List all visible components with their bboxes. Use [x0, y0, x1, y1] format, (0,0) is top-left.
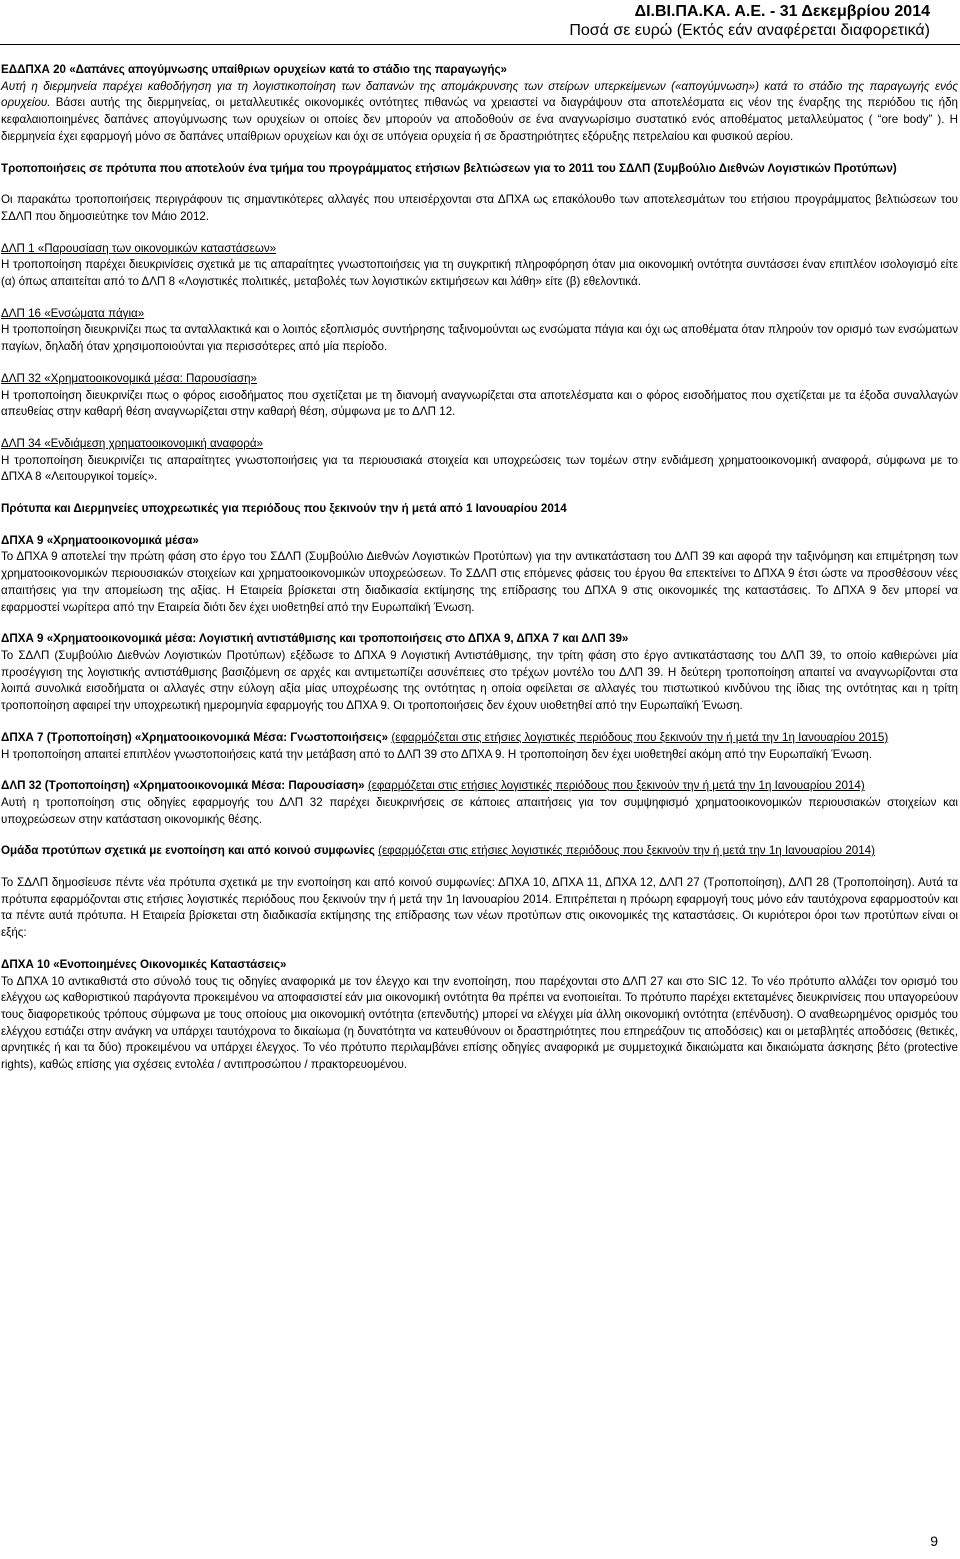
- section-body: Αυτή η τροποποίηση στις οδηγίες εφαρμογής του ΔΛΠ 32 παρέχει διευκρινήσεις σε κάποιες απαιτήσεις για τον συμψηφισμό χρηματοοικονομικών περιουσιακών στοιχείων και υποχρεώσεων στην κατάσταση οικονομικής θέσης.: [1, 795, 958, 826]
- section-title: ΔΠΧΑ 7 (Τροποποίηση) «Χρηματοοικονομικά Μέσα: Γνωστοποιήσεις»: [1, 730, 389, 744]
- section-title: Ομάδα προτύπων σχετικά με ενοποίηση και από κοινού συμφωνίες: [1, 844, 375, 858]
- section-body: Το ΣΔΛΠ (Συμβούλιο Διεθνών Λογιστικών Προτύπων) εξέδωσε το ΔΠΧΑ 9 Λογιστική Αντιστάθμισης, την τρίτη φάση στο έργο αντικατάστασης του ΔΛΠ 39, το οποίο καθιερώνει μία προσέγγιση της λογιστικής αντιστάθμισης βασιζόμενη σε αρχές και αντιμετωπίζει ασυνέπειες στο τρέχων μοντέλο του ΔΛΠ 39. Η δεύτερη τροποποίηση απαιτεί να αναγνωρίζονται στα λοιπά συνολικά εισοδήματα οι αλλαγές στην εύλογη αξία μίας υποχρέωσης της οντότητας η οποία οφείλεται σε αλλαγές του πιστωτικού κινδύνου της ίδιας της οντότητας και η τρίτη τροποποίηση αφαιρεί την υποχρεωτική ημερομηνία εφαρμογής του ΔΠΧΑ 9. Οι τροποποιήσεις δεν έχουν υιοθετηθεί από την Ευρωπαϊκή Ένωση.: [1, 648, 958, 713]
- section-applicability-note: (εφαρμόζεται στις ετήσιες λογιστικές περιόδους που ξεκινούν την ή μετά την 1η Ιανουαρίου 2015): [391, 730, 889, 744]
- section-body: Το ΣΔΛΠ δημοσίευσε πέντε νέα πρότυπα σχετικά με την ενοποίηση και από κοινού συμφωνίες: ΔΠΧΑ 10, ΔΠΧΑ 11, ΔΠΧΑ 12, ΔΛΠ 27 (Τροποποίηση), ΔΛΠ 28 (Τροποποίηση). Αυτά τα πρότυπα εφαρμόζονται στις ετήσιες λογιστικές περιόδους που ξεκινούν την ή μετά την 1η Ιανουαρίου 2014. Επιτρέπεται η πρόωρη εφαρμογή τους μόνο εάν ταυτόχρονα εφαρμοστούν και τα πέντε αυτά πρότυπα. Η Εταιρεία βρίσκεται στη διαδικασία εκτίμησης της επίδρασης των νέων προτύπων στις οικονομικές της καταστάσεις. Οι κυριότεροι όροι των προτύπων είναι οι εξής:: [1, 876, 958, 940]
- header-currency-note: Ποσά σε ευρώ (Εκτός εάν αναφέρεται διαφορετικά): [569, 22, 930, 39]
- section-title: ΕΔΔΠΧΑ 20 «Δαπάνες απογύμνωσης υπαίθριων ορυχείων κατά το στάδιο της παραγωγής»: [1, 63, 507, 76]
- section-title: ΔΛΠ 32 (Τροποποίηση) «Χρηματοοικονομικά Μέσα: Παρουσίαση»: [1, 779, 365, 793]
- section-title: ΔΠΧΑ 9 «Χρηματοοικονομικά μέσα: Λογιστική αντιστάθμισης και τροποποιήσεις στο ΔΠΧΑ 9, ΔΠΧΑ 7 και ΔΛΠ 39»: [1, 632, 629, 646]
- section-title: ΔΠΧΑ 9 «Χρηματοοικονομικά μέσα»: [1, 533, 199, 547]
- header-divider: [0, 44, 960, 45]
- section-body: Η τροποποίηση απαιτεί επιπλέον γνωστοποιήσεις κατά την μετάβαση από το ΔΛΠ 39 στο ΔΠΧΑ 9. Η τροποποίηση δεν έχει υιοθετηθεί ακόμη από την Ευρωπαϊκή Ένωση.: [1, 747, 872, 761]
- section-title: Πρότυπα και Διερμηνείες υποχρεωτικές για περιόδους που ξεκινούν την ή μετά από 1 Ιανουαρίου 2014: [1, 502, 567, 516]
- section-intro: Αυτή η διερμηνεία παρέχει καθοδήγηση για τη λογιστικοποίηση των δαπανών της απομάκρυνσης των στείρων υπερκείμενων («απογύμνωση») κατά το στάδιο της παραγωγής ενός ορυχείου.: [1, 79, 958, 110]
- section-title: ΔΠΧΑ 10 «Ενοποιημένες Οικονομικές Καταστάσεις»: [1, 957, 287, 971]
- section-heading: [1, 730, 958, 747]
- document-body: [0, 62, 960, 1074]
- section-ifric20: [1, 62, 958, 146]
- section-body: Βάσει αυτής της διερμηνείας, οι μεταλλευτικές οικονομικές οντότητες πιθανώς να χρειαστεί να διαγράψουν στα αποτελέσματα εις νέον της έναρξης της περιόδου τις ήδη κεφαλαιοποιημένες δαπάνες απογύμνωσης των ορυχείων οι οποίες δεν μπορούν να αποδοθούν σε ένα αναγνωρίσιμο συστατικό ενός αποθέματος μεταλλεύματος ( “ore body” ). Η διερμηνεία έχει εφαρμογή μόνο σε δαπάνες υπαίθριων ορυχείων και όχι σε υπόγεια ορυχεία ή σε δραστηριότητες εξόρυξης πετρελαίου και φυσικού αερίου.: [1, 96, 958, 143]
- section-body: Το ΔΠΧΑ 9 αποτελεί την πρώτη φάση στο έργο του ΣΔΛΠ (Συμβούλιο Διεθνών Λογιστικών Προτύπων) για την αντικατάσταση του ΔΛΠ 39 και αφορά την ταξινόμηση και επιμέτρηση των χρηματοοικονομικών περιουσιακών στοιχείων και χρηματοοικονομικών υποχρεώσεων. Το ΣΔΛΠ στις επόμενες φάσεις του έργου θα επεκτείνει το ΔΠΧΑ 9 έτσι ώστε να προσθέσουν νέες απαιτήσεις για την απομείωση της αξίας. Η Εταιρεία βρίσκεται στη διαδικασία εκτίμησης της επίδρασης του ΔΠΧΑ 9 στις οικονομικές της καταστάσεις. Το ΔΠΧΑ 9 δεν μπορεί να εφαρμοστεί νωρίτερα από την Εταιρεία διότι δεν έχει υιοθετηθεί από την Ευρωπαϊκή Ένωση.: [1, 550, 958, 614]
- page-number: 9: [930, 1533, 938, 1549]
- section-body: Το ΔΠΧΑ 10 αντικαθιστά στο σύνολό τους τις οδηγίες αναφορικά με τον έλεγχο και την ενοποίηση, που παρέχονται στο ΔΛΠ 27 και στο SIC 12. Το νέο πρότυπο αλλάζει τον ορισμό του ελέγχου ως καθοριστικού παράγοντα προκειμένου να αποφασιστεί εάν μια οικονομική οντότητα θα πρέπει να ενοποιείται. Το πρότυπο παρέχει εκτεταμένες διευκρινίσεις που υπαγορεύουν τους διαφορετικούς τρόπους σύμφωνα με τους οποίους μια οικονομική οντότητα (επενδυτής) μπορεί να ελέγχει μία άλλη οικονομική οντότητα (επένδυση). Ο αναθεωρημένος ορισμός του ελέγχου εστιάζει στην ανάγκη να υπάρχει ταυτόχρονα το δικαίωμα (η δυνατότητα να κατευθύνουν οι δραστηριότητες που επηρεάζουν τις αποδόσεις) και οι μεταβλητές αποδόσεις (θετικές, αρνητικές ή και τα δύο) προκειμένου να υπάρχει έλεγχος. Το νέο πρότυπο περιλαμβάνει επίσης οδηγίες αναφορικά με συμμετοχικά δικαιώματα και δικαιώματα άσκησης βέτο (protective rights), καθώς επίσης για σχέσεις εντολέα / αντιπροσώπου / πρακτορευομένου.: [1, 974, 958, 1072]
- header-company-date: ΔΙ.ΒΙ.ΠΑ.ΚΑ. Α.Ε. - 31 Δεκεμβρίου 2014: [634, 3, 930, 20]
- section-title: Τροποποιήσεις σε πρότυπα που αποτελούν ένα τμήμα του προγράμματος ετήσιων βελτιώσεων για το 2011 του ΣΔΛΠ (Συμβούλιο Διεθνών Λογιστικών Προτύπων): [1, 161, 897, 175]
- section-body: Η τροποποίηση διευκρινίζει τις απαραίτητες γνωστοποιήσεις για τα περιουσιακά στοιχεία και υποχρεώσεις των τομέων στην ενδιάμεση χρηματοοικονομική αναφορά, σύμφωνα με το ΔΠΧΑ 8 «Λειτουργικοί τομείς».: [1, 453, 958, 484]
- section-body: Οι παρακάτω τροποποιήσεις περιγράφουν τις σημαντικότερες αλλαγές που υπεισέρχονται στα ΔΠΧΑ ως επακόλουθο των αποτελεσμάτων του ετήσιου προγράμματος βελτιώσεων του ΣΔΛΠ που δημοσιεύτηκε τον Μάιο 2012.: [1, 193, 958, 223]
- section-title: ΔΛΠ 34 «Ενδιάμεση χρηματοοικονομική αναφορά»: [1, 436, 263, 450]
- section-applicability-note: (εφαρμόζεται στις ετήσιες λογιστικές περιόδους που ξεκινούν την ή μετά την 1η Ιανουαρίου 2014): [378, 844, 875, 858]
- page-header: [569, 2, 930, 40]
- section-title: ΔΛΠ 32 «Χρηματοοικονομικά μέσα: Παρουσίαση»: [1, 371, 257, 385]
- section-title: ΔΛΠ 16 «Ενσώματα πάγια»: [1, 306, 145, 320]
- section-body: Η τροποποίηση διευκρινίζει πως ο φόρος εισοδήματος που σχετίζεται με τη διανομή αναγνωρίζεται στα αποτελέσματα και ο φόρος εισοδήματος που σχετίζεται με τα έξοδα συναλλαγών απευθείας στην καθαρή θέση αναγνωρίζεται στην καθαρή θέση, σύμφωνα με το ΔΛΠ 12.: [1, 388, 958, 419]
- section-applicability-note: (εφαρμόζεται στις ετήσιες λογιστικές περιόδους που ξεκινούν την ή μετά την 1η Ιανουαρίου 2014): [367, 779, 865, 793]
- section-body: Η τροποποίηση παρέχει διευκρινίσεις σχετικά με τις απαραίτητες γνωστοποιήσεις για τη συγκριτική πληροφόρηση όταν μια οικονομική οντότητα συντάσσει έναν επιπλέον ισολογισμό είτε (α) όπως απαιτείται από το ΔΛΠ 8 «Λογιστικές πολιτικές, μεταβολές των λογιστικών εκτιμήσεων και λάθη» είτε (β) εθελοντικά.: [1, 258, 958, 289]
- section-heading: [1, 778, 958, 795]
- section-body: Η τροποποίηση διευκρινίζει πως τα ανταλλακτικά και ο λοιπός εξοπλισμός συντήρησης ταξινομούνται ως ενσώματα πάγια και όχι ως αποθέματα όταν πληρούν τον ορισμό των ενσώματων παγίων, δηλαδή όταν χρησιμοποιούνται για περισσότερες από μία περίοδο.: [1, 323, 958, 354]
- section-heading: [1, 843, 958, 860]
- section-title: ΔΛΠ 1 «Παρουσίαση των οικονομικών καταστάσεων»: [1, 241, 277, 255]
